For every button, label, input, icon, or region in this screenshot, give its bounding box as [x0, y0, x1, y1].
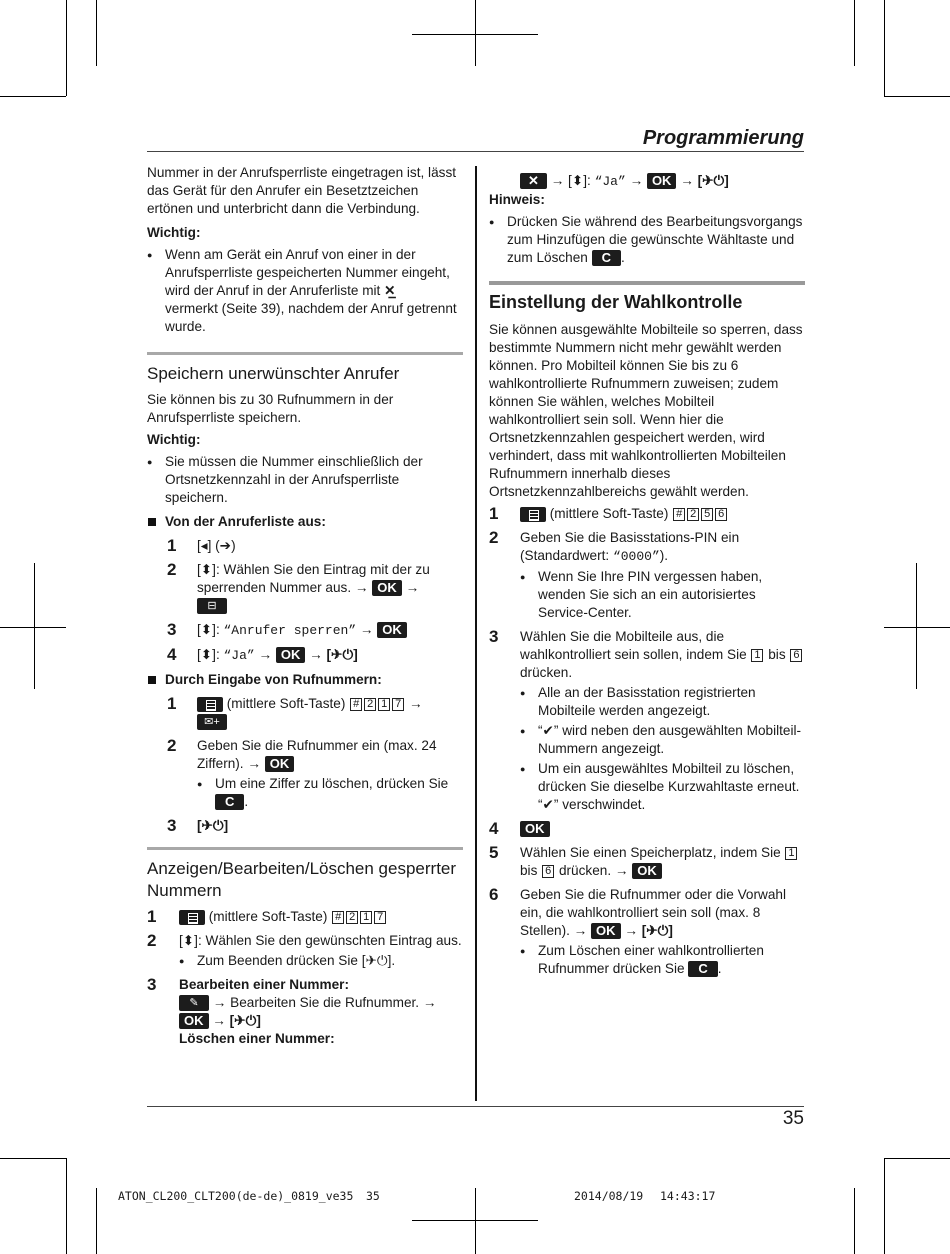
print-file-name: ATON_CL200_CLT200(de-de)_0819_ve35 — [118, 1189, 354, 1203]
step-2: 2 Geben Sie die Rufnummer ein (max. 24 Ziffern). → OK ● Um eine Ziffer zu löschen, drücken Sie C . — [147, 737, 463, 811]
step-text: Wählen Sie einen Speicherplatz, indem Sie — [520, 845, 781, 860]
off-key: → [✈⏻] — [212, 1013, 261, 1028]
step-text: drücken. → — [558, 863, 629, 878]
step-text: [⬍]: — [197, 622, 224, 637]
crop-mark — [475, 0, 476, 66]
arrow: → — [359, 622, 374, 637]
crop-mark — [884, 96, 950, 97]
step-6: 6 Geben Sie die Rufnummer oder die Vorwahl ein, die wahlkontrolliert sein soll (max. 8 Stellen). → OK → [✈⏻] ● Zum Löschen einer wahlkontrollierten Rufnummer drücken Sie C . — [489, 886, 805, 978]
crop-mark — [884, 627, 950, 628]
c-key: C — [592, 250, 621, 266]
sub-text: Zum Löschen einer wahlkontrollierten Rufnummer drücken Sie — [538, 943, 764, 976]
menu-option: “Anrufer sperren” — [223, 623, 357, 638]
arrow: → — [408, 696, 423, 711]
section-title: Speichern unerwünschter Anrufer — [147, 364, 400, 383]
print-time: 14:43:17 — [660, 1189, 716, 1203]
step-2: 2 [⬍]: Wählen Sie den gewünschten Eintrag aus. ● Zum Beenden drücken Sie [✈⏻]. — [147, 932, 463, 970]
x-key: ✕ — [520, 173, 547, 189]
ok-key: OK — [647, 173, 677, 189]
page-header-title: Programmierung — [642, 127, 804, 149]
crop-mark — [854, 1188, 855, 1254]
page-number: 35 — [782, 1108, 804, 1129]
ok-key: OK — [276, 647, 306, 663]
block-list-icon: ⊟ — [197, 598, 227, 614]
arrow: → — [624, 923, 638, 938]
step-text: Geben Sie die Rufnummer oder die Vorwahl ein, die wahlkontrolliert sein soll (max. 8 Stellen). → — [520, 887, 786, 938]
hinweis-bullet: ● Drücken Sie während des Bearbeitungsvorgangs zum Hinzufügen die gewünschte Wähltaste und zum Löschen C . — [489, 213, 805, 267]
sub-bullet: ● Um ein ausgewähltes Mobilteil zu löschen, drücken Sie dieselbe Kurzwahltaste erneut. “✔” verschwindet. — [520, 760, 805, 814]
right-column — [489, 172, 805, 984]
step-3: 3 [✈⏻] — [167, 816, 229, 835]
crop-mark — [96, 0, 97, 66]
sub-bullet: ● Zum Beenden drücken Sie [✈⏻]. — [179, 952, 463, 970]
ok-key: OK — [179, 1013, 209, 1029]
left-column — [147, 164, 463, 1054]
crop-mark — [884, 1158, 950, 1159]
sub-text: Um eine Ziffer zu löschen, drücken Sie — [215, 776, 449, 791]
crop-mark — [66, 1158, 67, 1254]
crop-mark — [916, 563, 917, 689]
step-1: 1 (mittlere Soft-Taste) # 2 1 7 → ✉+ — [167, 694, 423, 729]
step-text: → [⬍]: — [550, 173, 595, 188]
c-key: C — [688, 961, 717, 977]
step-text: bis — [768, 647, 786, 662]
step-1: 1 (mittlere Soft-Taste) # 2 5 6 — [489, 505, 805, 523]
ok-key: OK — [265, 756, 295, 772]
menu-option: “Ja” — [223, 648, 255, 663]
arrow: → — [309, 647, 323, 662]
step-3: 3 Bearbeiten einer Nummer: ✎ → Bearbeiten Sie die Rufnummer. → OK → [✈⏻] Löschen einer Nummer: — [147, 976, 463, 1048]
sub-bullet: ● Zum Löschen einer wahlkontrollierten Rufnummer drücken Sie C . — [520, 942, 805, 978]
step-2: 2 [⬍]: Wählen Sie den Eintrag mit der zu sperrenden Nummer aus. → OK → ⊟ — [167, 560, 430, 613]
ok-key: OK — [372, 580, 402, 596]
wichtig-label: Wichtig: — [147, 225, 201, 240]
menu-icon — [520, 507, 546, 522]
wichtig-label: Wichtig: — [147, 432, 201, 447]
step-text: [⬍]: — [197, 647, 224, 662]
sub-bullet: ● Um eine Ziffer zu löschen, drücken Sie C . — [197, 775, 463, 811]
step-text: [⬍]: Wählen Sie den Eintrag mit der zu sperrenden Nummer aus. → — [197, 562, 430, 595]
menu-icon — [179, 910, 205, 925]
ok-key: OK — [632, 863, 662, 879]
subheading: Durch Eingabe von Rufnummern: — [147, 671, 463, 689]
off-key: [✈⏻] — [697, 173, 729, 188]
step-text: Wählen Sie die Mobilteile aus, die wahlkontrolliert sein sollen, indem Sie — [520, 629, 747, 662]
note-text: vermerkt (Seite 39), nachdem der Anruf getrennt wurde. — [165, 301, 457, 334]
blocked-call-icon: ✕̲ — [384, 283, 396, 298]
print-date: 2014/08/19 — [574, 1189, 644, 1203]
section-intro: Sie können bis zu 30 Rufnummern in der Anrufsperrliste speichern. — [147, 392, 394, 425]
step-text: Geben Sie die Rufnummer ein (max. 24 Ziffern). → — [197, 738, 437, 771]
off-key: [✈⏻] — [641, 923, 673, 938]
c-key: C — [215, 794, 244, 810]
step-3: 3 [⬍]: “Anrufer sperren” → OK — [147, 621, 463, 640]
step-1: 1 [◂] (➔) — [167, 536, 236, 555]
arrow: → — [258, 647, 273, 662]
step-text: [⬍]: Wählen Sie den gewünschten Eintrag aus. — [179, 933, 462, 948]
step-5: 5 Wählen Sie einen Speicherplatz, indem Sie 1 bis 6 drücken. → OK — [489, 844, 805, 880]
off-key: [✈⏻] — [326, 647, 358, 662]
crop-mark — [475, 1188, 476, 1254]
section-title: Anzeigen/Bearbeiten/Löschen gesperrter Nummern — [147, 859, 457, 900]
arrow: → — [405, 580, 420, 595]
footer-rule — [147, 1106, 804, 1107]
menu-icon — [197, 697, 223, 712]
crop-mark — [884, 0, 885, 96]
step-3: 3 Wählen Sie die Mobilteile aus, die wahlkontrolliert sein sollen, indem Sie 1 bis 6 drücken. ● Alle an der Basisstation registrierten Mobilteile werden angezeigt. ● “✔” wird neben den ausgewählten Mobilteil-Nummern angezeigt. ● Um ein ausgewähltes Mobilteil zu löschen, drücken Sie dieselbe Kurzwahltaste erneut. “✔” verschwindet. — [489, 628, 805, 814]
step-2: 2 Geben Sie die Basisstations-PIN ein (Standardwert: “0000”). ● Wenn Sie Ihre PIN vergessen haben, wenden Sie sich an ein autorisiertes Service-Center. — [489, 529, 805, 622]
pin-default: “0000” — [612, 549, 660, 564]
step-text: bis — [520, 863, 538, 878]
step-1: 1 (mittlere Soft-Taste) # 2 1 7 — [147, 908, 463, 926]
note-bullet — [147, 246, 463, 336]
note-bullet: ● Sie müssen die Nummer einschließlich der Ortsnetzkennzahl in der Anrufsperrliste speichern. — [147, 453, 463, 507]
step-text: drücken. — [520, 665, 573, 680]
step-text: Geben Sie die Basisstations-PIN ein (Standardwert: — [520, 530, 740, 563]
header-rule — [147, 151, 804, 152]
hinweis-text: Drücken Sie während des Bearbeitungsvorgangs zum Hinzufügen die gewünschte Wähltaste und zum Löschen — [507, 214, 803, 265]
step-text: (mittlere Soft-Taste) — [208, 909, 328, 924]
step-title: Bearbeiten einer Nummer: — [179, 977, 349, 992]
step-text: (mittlere Soft-Taste) — [226, 696, 346, 711]
subheading: Von der Anruferliste aus: — [147, 513, 463, 531]
ok-key: OK — [520, 821, 550, 837]
intro-text: Nummer in der Anrufsperrliste eingetragen ist, lässt das Gerät für den Anrufer ein Besetztzeichen ertönen und unterbricht dann die Verbindung. — [147, 165, 457, 216]
sub-bullet: ● Wenn Sie Ihre PIN vergessen haben, wenden Sie sich an ein autorisiertes Service-Center. — [520, 568, 805, 622]
crop-mark — [854, 0, 855, 66]
arrow: → — [629, 173, 644, 188]
continued-step — [489, 172, 805, 191]
crop-mark — [0, 96, 66, 97]
step-text: → Bearbeiten Sie die Rufnummer. → — [212, 995, 437, 1010]
step-text: ). — [659, 548, 669, 563]
step-4: 4 [⬍]: “Ja” → OK → [✈⏻] — [167, 645, 358, 664]
crop-mark — [34, 563, 35, 689]
ok-key: OK — [377, 622, 407, 638]
step-title: Löschen einer Nummer: — [179, 1031, 335, 1046]
crop-mark — [884, 1158, 885, 1254]
arrow: → — [680, 173, 694, 188]
crop-mark — [0, 627, 66, 628]
column-divider — [475, 166, 477, 1101]
hinweis-label: Hinweis: — [489, 192, 545, 207]
crop-mark — [96, 1188, 97, 1254]
add-entry-icon: ✉+ — [197, 714, 227, 730]
section-intro: Sie können ausgewählte Mobilteile so sperren, dass bestimmte Nummern nicht mehr gewählt werden können. Pro Mobilteil können Sie bis zu 6 wahlkontrollierte Rufnummern zuweisen; zudem können Sie wählen, welches Mobilteil wahlkontrolliert sein soll. Wenn hier die Ortsnetzkennzahlen gespeichert werden, wird verhindert, dass mit wahlkontrollierten Mobilteilen Rufnummern innerhalb dieses Ortsnetzkennzahlbereichs gewählt werden. — [489, 322, 803, 499]
off-key: [✈⏻] — [197, 818, 229, 833]
note-text: Wenn am Gerät ein Anruf von einer in der Anrufsperrliste gespeicherten Nummer eingeht, wird der Anruf in der Anruferliste mit — [165, 247, 450, 298]
crop-mark — [66, 0, 67, 96]
step-4: 4 OK — [489, 820, 805, 838]
menu-option: “Ja” — [594, 174, 626, 189]
sub-bullet: ● Alle an der Basisstation registrierten Mobilteile werden angezeigt. — [520, 684, 805, 720]
ok-key: OK — [591, 923, 621, 939]
print-page: 35 — [366, 1189, 380, 1203]
section-title: Einstellung der Wahlkontrolle — [489, 292, 743, 312]
edit-icon: ✎ — [179, 995, 209, 1011]
step-text: (mittlere Soft-Taste) — [549, 506, 669, 521]
sub-bullet: ● “✔” wird neben den ausgewählten Mobilteil-Nummern angezeigt. — [520, 722, 805, 758]
crop-mark — [0, 1158, 66, 1159]
step-text: [◂] (➔) — [197, 538, 236, 553]
